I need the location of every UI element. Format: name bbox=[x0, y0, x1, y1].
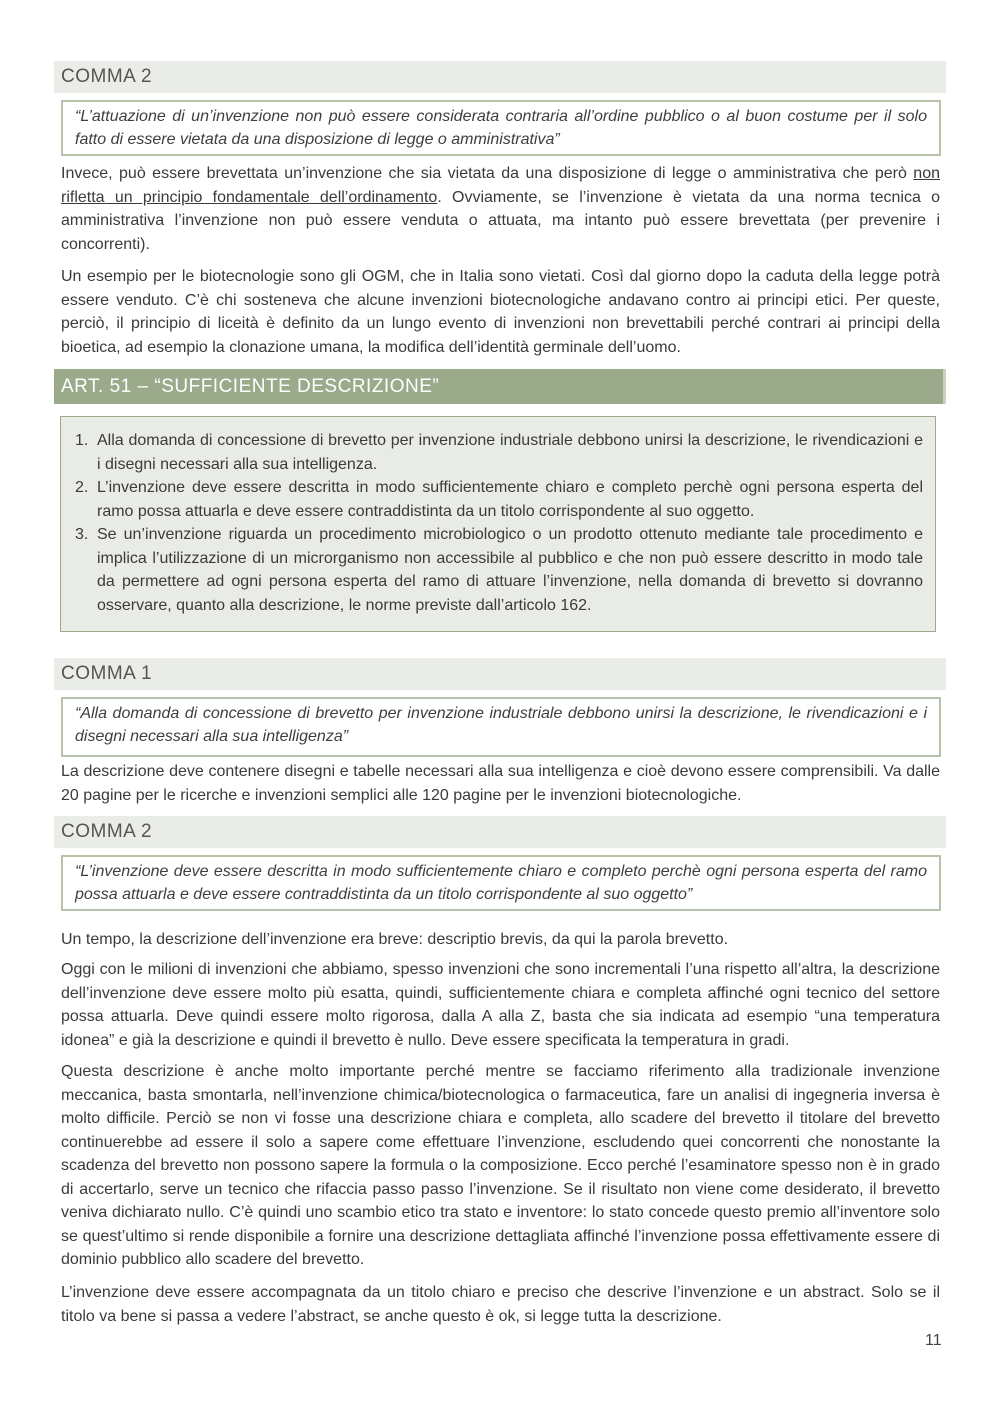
paragraph: Un tempo, la descrizione dell’invenzione era breve: descriptio brevis, da qui la parola brevetto. bbox=[61, 931, 729, 948]
quote-box bbox=[61, 855, 941, 911]
item-text: Alla domanda di concessione di brevetto per invenzione industriale debbono unirsi la descrizione, le rivendicazioni e i disegni necessari alla sua intelligenza. bbox=[97, 432, 923, 473]
underlined-text: non rifletta un principio fondamentale dell’ordinamento bbox=[61, 165, 940, 206]
section-heading-comma-2 bbox=[54, 61, 946, 93]
item-number: 2. bbox=[75, 479, 89, 496]
quote-text: “L’invenzione deve essere descritta in modo sufficientemente chiaro e completo perchè ogni persona esperta del ramo possa attuarla e deve essere contraddistinta da un titolo corrispondente al suo oggetto” bbox=[75, 863, 927, 903]
paragraph-text: . Ovviamente, se l’invenzione è vietata da una norma tecnica o amministrativa l’invenzione non può essere venduta o attuata, ma intanto può essere brevettata (per prevenire i concorrenti). bbox=[61, 188, 940, 253]
section-heading-comma-1 bbox=[54, 658, 946, 690]
article-item bbox=[75, 429, 923, 476]
paragraph: La descrizione deve contenere disegni e tabelle necessari alla sua intelligenza e cioè devono essere comprensibili. Va dalle 20 pagine per le ricerche e invenzioni semplici alle 120 pagine per le invenzioni biotecnologiche. bbox=[61, 763, 940, 804]
item-text: Se un’invenzione riguarda un procedimento microbiologico o un prodotto ottenuto mediante tale procedimento e implica l’utilizzazione di un microrganismo non accessibile al pubblico e che non può essere descritto in modo tale da permettere ad ogni persona esperta del ramo di attuare l’invenzione, nella domanda di brevetto si dovranno osservare, quanto alla descrizione, le norme previste dall’articolo 162. bbox=[97, 526, 923, 614]
article-heading bbox=[54, 369, 946, 404]
paragraph: L’invenzione deve essere accompagnata da un titolo chiaro e preciso che descrive l’invenzione e un abstract. Solo se il titolo va bene si passa a vedere l’abstract, se anche questo è ok, si legge tutta la descrizione. bbox=[61, 1284, 940, 1325]
article-item bbox=[75, 476, 923, 523]
heading-text: COMMA 2 bbox=[61, 66, 153, 87]
quote-box bbox=[61, 697, 941, 757]
article-list bbox=[75, 429, 923, 617]
paragraph: Oggi con le milioni di invenzioni che abbiamo, spesso invenzioni che sono incrementali l’una rispetto all’altra, la descrizione dell’invenzione deve essere molto più esatta, quindi, sufficientemente chiara e completa affinché ogni tecnico del settore possa attuarla. Deve quindi essere molto rigorosa, dalla A alla Z, basta che sia indicata ad esempio “una temperatura idonea” e già la descrizione e quindi il brevetto è nullo. Deve essere specificata la temperatura in gradi. bbox=[61, 961, 940, 1049]
page-number: 11 bbox=[925, 1332, 942, 1349]
item-number: 1. bbox=[75, 432, 89, 449]
paragraph: Un esempio per le biotecnologie sono gli OGM, che in Italia sono vietati. Così dal giorno dopo la caduta della legge potrà essere venduto. C’è chi sosteneva che alcune invenzioni biotecnologiche andavano contro ai principi etici. Per queste, perciò, il principio di liceità è definito da un lungo evento di invenzioni non brevettabili perché contrari ai principi della bioetica, ad esempio la clonazione umana, la modifica dell’identità germinale dell’uomo. bbox=[61, 268, 940, 356]
heading-text: COMMA 1 bbox=[61, 663, 153, 684]
paragraph: Questa descrizione è anche molto importante perché mentre se facciamo riferimento alla tradizionale invenzione meccanica, basta smontarla, nell’invenzione chimica/biotecnologica o farmaceutica, fare un analisi di ingegneria inversa è molto difficile. Perciò se non vi fosse una descrizione chiara e completa, allo scadere del brevetto il titolare del brevetto continuerebbe ad essere il solo a sapere come effettuare l’invenzione, escludendo quei concorrenti che nonostante la scadenza del brevetto non possono sapere la formula o la composizione. Ecco perché l’esaminatore spesso non è in grado di accertarlo, serve un tecnico che rifaccia passo passo l’invenzione. Se il risultato non viene come desiderato, il brevetto veniva dichiarato nullo. C’è quindi uno scambio etico tra stato e inventore: lo stato concede questo premio all’inventore solo se quest’ultimo si rende disponibile a fornire una descrizione dettagliata affinché l’invenzione possa effettivamente essere di dominio pubblico allo scadere del brevetto. bbox=[61, 1063, 940, 1268]
quote-box bbox=[61, 100, 941, 156]
paragraph-text: Invece, può essere brevettata un’invenzione che sia vietata da una disposizione di legge o amministrativa che però bbox=[61, 165, 914, 182]
item-number: 3. bbox=[75, 526, 89, 543]
item-text: L’invenzione deve essere descritta in modo sufficientemente chiaro e completo perchè ogni persona esperta del ramo possa attuarla e deve essere contraddistinta da un titolo corrispondente al suo oggetto. bbox=[97, 479, 923, 520]
paragraph bbox=[61, 162, 940, 256]
section-heading-comma-2 bbox=[54, 816, 946, 848]
quote-text: “L’attuazione di un’invenzione non può essere considerata contraria all’ordine pubblico o al buon costume per il solo fatto di essere vietata da una disposizione di legge o amministrativa” bbox=[75, 108, 927, 148]
heading-text: ART. 51 – “SUFFICIENTE DESCRIZIONE” bbox=[61, 375, 440, 397]
quote-text: “Alla domanda di concessione di brevetto per invenzione industriale debbono unirsi la descrizione, le rivendicazioni e i disegni necessari alla sua intelligenza” bbox=[75, 705, 927, 745]
article-item bbox=[75, 523, 923, 617]
heading-text: COMMA 2 bbox=[61, 821, 153, 842]
article-text-box bbox=[60, 416, 936, 632]
